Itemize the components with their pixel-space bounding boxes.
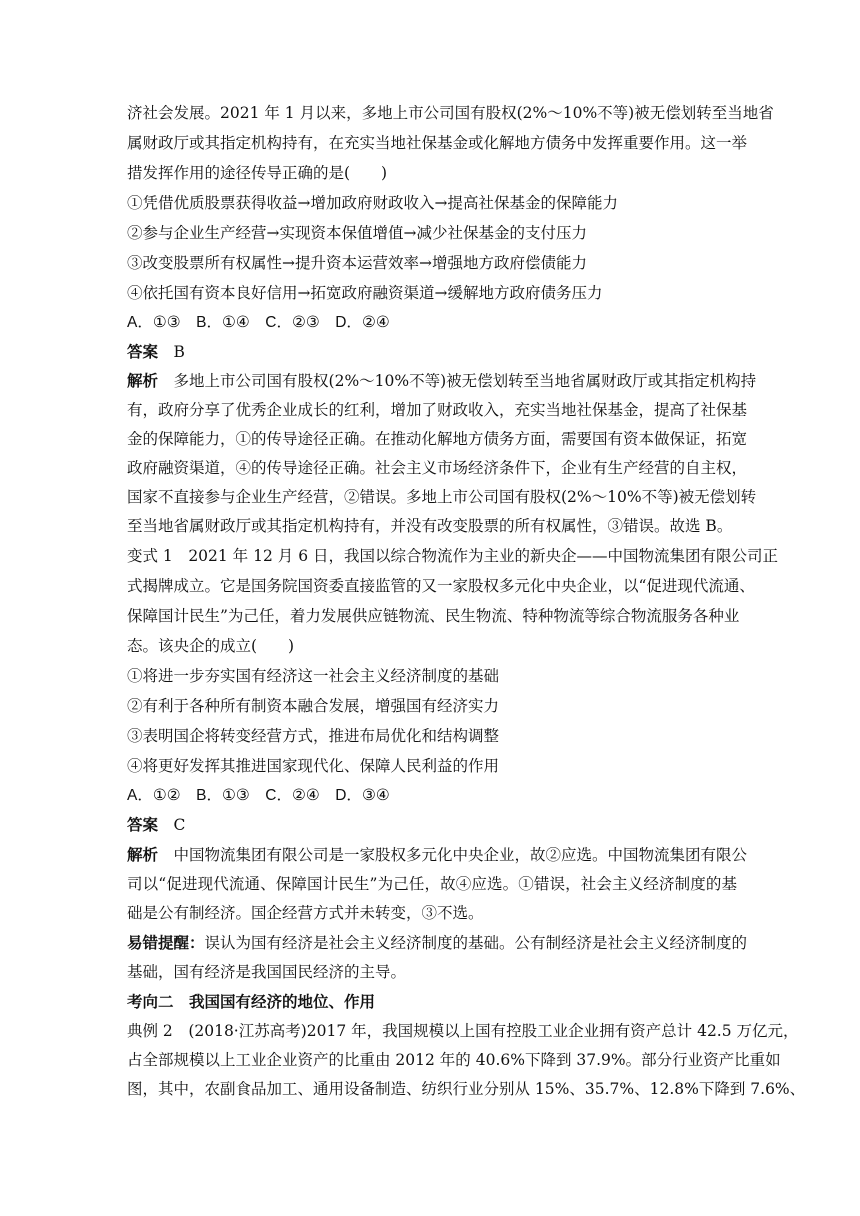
analysis-line: 国家不直接参与企业生产经营，②错误。多地上市公司国有股权(2%～10%不等)被无偿划转: [127, 488, 757, 506]
option-line: ③表明国企将转变经营方式，推进布局优化和结构调整: [127, 727, 500, 745]
error-tip-line: [127, 933, 748, 953]
choices-line: A．①③ B．①④ C．②③ D．②④: [127, 314, 390, 331]
analysis-text: 中国物流集团有限公司是一家股权多元化中央企业，故②应选。中国物流集团有限公: [173, 846, 748, 864]
analysis-text: 多地上市公司国有股权(2%～10%不等)被无偿划转至当地省属财政厅或其指定机构持: [173, 372, 757, 390]
option-line: ①凭借优质股票获得收益→增加政府财政收入→提高社保基金的保障能力: [127, 194, 618, 212]
analysis-line: 至当地省属财政厅或其指定机构持有，并没有改变股票的所有权属性，③错误。故选 B。: [127, 517, 733, 535]
analysis-line: [127, 845, 748, 865]
option-line: ④依托国有资本良好信用→拓宽政府融资渠道→缓解地方政府债务压力: [127, 284, 603, 302]
answer-label: 答案: [127, 342, 159, 361]
example-line: [127, 1021, 799, 1041]
section-heading: 考向二 我国国有经济的地位、作用: [127, 992, 376, 1011]
choices-line: A．①② B．①③ C．②④ D．③④: [127, 787, 390, 804]
analysis-line: 司以“促进现代流通、保障国计民生”为己任，故④应选。①错误，社会主义经济制度的基: [127, 875, 737, 893]
error-tip-text: 误认为国有经济是社会主义经济制度的基础。公有制经济是社会主义经济制度的: [204, 934, 748, 952]
option-line: ③改变股票所有权属性→提升资本运营效率→增强地方政府偿债能力: [127, 254, 587, 272]
analysis-label: 解析: [127, 371, 159, 390]
text-line: 济社会发展。2021 年 1 月以来，多地上市公司国有股权(2%～10%不等)被无偿划转至当地省: [127, 104, 774, 122]
variant-text: 2021 年 12 月 6 日，我国以综合物流作为主业的新央企——中国物流集团有限公司正: [188, 547, 778, 565]
answer-label: 答案: [127, 815, 159, 834]
error-tip-line: 基础，国有经济是我国国民经济的主导。: [127, 963, 407, 981]
text-line: 占全部规模以上工业企业资产的比重由 2012 年的 40.6%下降到 37.9%。部分行业资产比重如: [127, 1051, 781, 1069]
text-line: 态。该央企的成立( ): [127, 637, 295, 655]
analysis-line: 政府融资渠道，④的传导途径正确。社会主义市场经济条件下，企业有生产经营的自主权，: [127, 459, 748, 477]
answer-value: C: [173, 816, 186, 834]
error-tip-label: 易错提醒：: [127, 933, 205, 952]
answer-line: [127, 815, 737, 835]
analysis-line: 有，政府分享了优秀企业成长的红利，增加了财政收入，充实当地社保基金，提高了社保基: [127, 401, 748, 419]
option-line: ②有利于各种所有制资本融合发展，增强国有经济实力: [127, 697, 500, 715]
text-line: 属财政厅或其指定机构持有，在充实当地社保基金或化解地方债务中发挥重要作用。这一举: [127, 134, 748, 152]
option-line: ④将更好发挥其推进国家现代化、保障人民利益的作用: [127, 757, 500, 775]
option-line: ①将进一步夯实国有经济这一社会主义经济制度的基础: [127, 667, 500, 685]
variant-label: 变式 1: [127, 547, 173, 565]
text-line: 措发挥作用的途径传导正确的是( ): [127, 164, 388, 182]
text-line: 保障国计民生”为己任，着力发展供应链物流、民生物流、特种物流等综合物流服务各种业: [127, 607, 740, 625]
text-line: 式揭牌成立。它是国务院国资委直接监管的又一家股权多元化中央企业，以“促进现代流通、: [127, 577, 755, 595]
option-line: ②参与企业生产经营→实现资本保值增值→减少社保基金的支付压力: [127, 224, 587, 242]
answer-line: [127, 342, 737, 362]
example-label: 典例 2: [127, 1022, 173, 1040]
analysis-line: [127, 371, 757, 391]
example-text: (2018·江苏高考)2017 年，我国规模以上国有控股工业企业拥有资产总计 42.5 万亿元，: [188, 1022, 799, 1040]
text-line: 图，其中，农副食品加工、通用设备制造、纺织行业分别从 15%、35.7%、12.8%下降到 7.6%、: [127, 1080, 806, 1098]
analysis-line: 础是公有制经济。国企经营方式并未转变，③不选。: [127, 904, 484, 922]
analysis-label: 解析: [127, 845, 159, 864]
variant-line: [127, 546, 778, 566]
answer-value: B: [173, 343, 185, 361]
analysis-line: 金的保障能力，①的传导途径正确。在推动化解地方债务方面，需要国有资本做保证，拓宽: [127, 430, 748, 448]
